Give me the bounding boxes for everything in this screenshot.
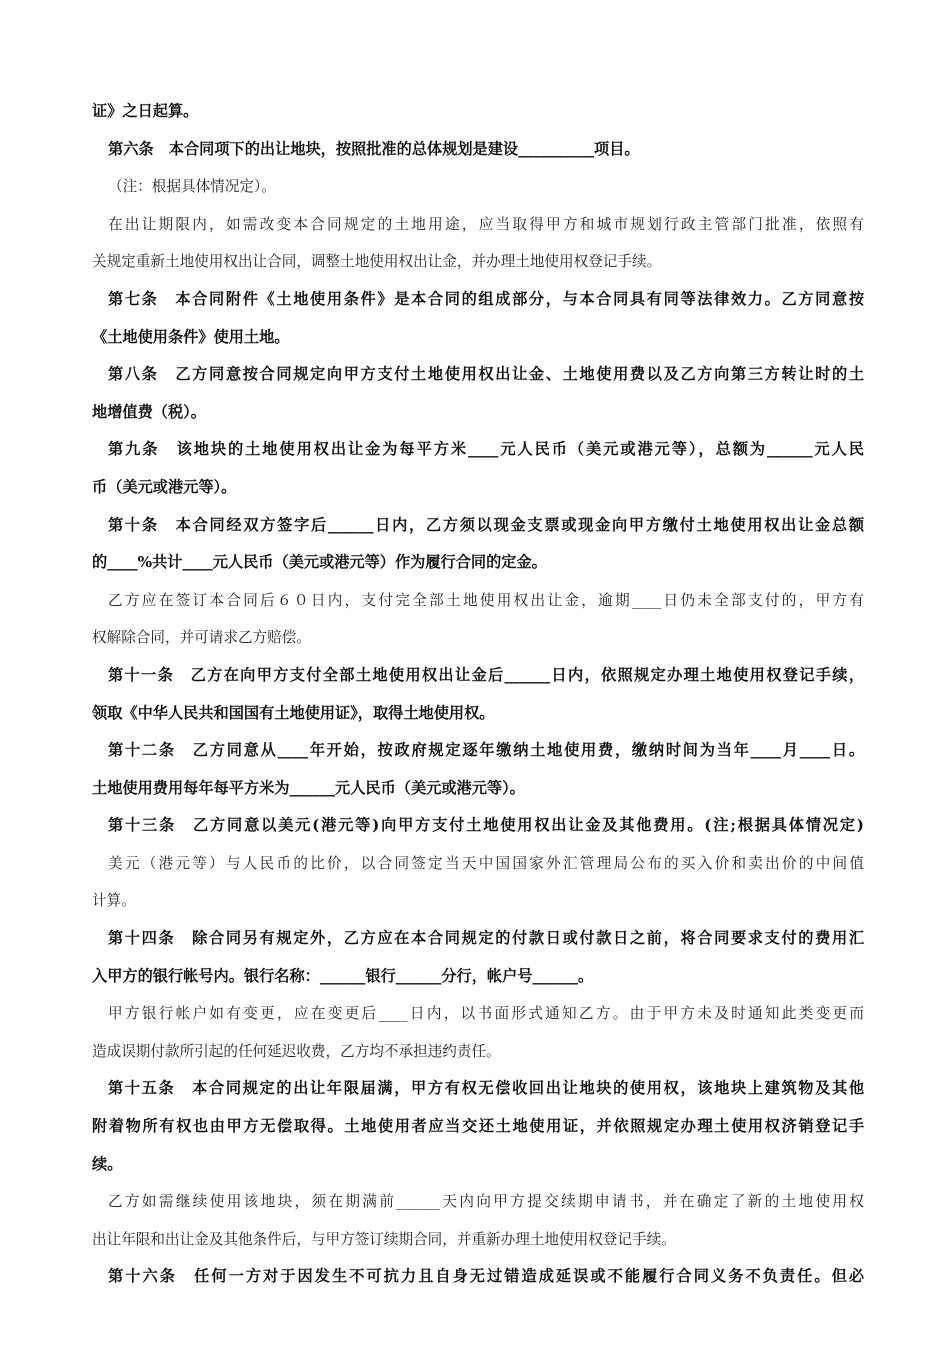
- clause-line: 第十二条 乙方同意从____年开始，按政府规定逐年缴纳土地使用费，缴纳时间为当年____月____日。: [108, 741, 864, 760]
- note-line: （注：根据具体情况定）。: [108, 178, 276, 196]
- clause-line: 币（美元或港元等）。: [92, 477, 237, 496]
- note-line: 计算。: [92, 892, 136, 910]
- clause-line: 《土地使用条件》使用土地。: [92, 327, 290, 346]
- clause-line: 第九条 该地块的土地使用权出让金为每平方米____元人民币（美元或港元等），总额为______元人民: [108, 440, 864, 459]
- clause-line: 第六条 本合同项下的出让地块，按照批准的总体规划是建设__________项目。: [108, 139, 640, 158]
- clause-line: 第十四条 除合同另有规定外，乙方应在本合同规定的付款日或付款日之前，将合同要求支付的费用汇: [108, 929, 864, 948]
- clause-line: 证》之日起算。: [92, 102, 199, 120]
- note-line: 出让年限和出让金及其他条件后，与甲方签订续期合同，并重新办理土地使用权登记手续。: [92, 1230, 676, 1248]
- note-line: 关规定重新土地使用权出让合同，调整土地使用权出让金，并办理土地使用权登记手续。: [92, 253, 662, 271]
- note-line: 造成误期付款所引起的任何延迟收费，乙方均不承担违约责任。: [92, 1042, 501, 1060]
- clause-line: 第十六条 任何一方对于因发生不可抗力且自身无过错造成延误或不能履行合同义务不负责任。但必: [108, 1267, 864, 1286]
- note-line: 权解除合同，并可请求乙方赔偿。: [92, 629, 311, 647]
- note-line: 乙方如需继续使用该地块，须在期满前______天内向甲方提交续期申请书，并在确定了新的土地使用权: [108, 1193, 864, 1211]
- note-line: 甲方银行帐户如有变更，应在变更后____日内，以书面形式通知乙方。由于甲方未及时通知此类变更而: [108, 1005, 864, 1023]
- clause-line: 第十一条 乙方在向甲方支付全部土地使用权出让金后______日内，依照规定办理土地使用权登记手续，: [108, 665, 864, 684]
- clause-line: 附着物所有权也由甲方无偿取得。土地使用者应当交还土地使用证，并依照规定办理土使用权济销登记手: [92, 1117, 864, 1136]
- clause-line: 第十三条 乙方同意以美元(港元等)向甲方支付土地使用权出让金及其他费用。(注;根据具体情况定): [108, 816, 864, 835]
- clause-line: 地增值费（税）。: [92, 402, 206, 421]
- clause-line: 土地使用费用每年每平方米为______元人民币（美元或港元等）。: [92, 778, 525, 797]
- clause-line: 第十条 本合同经双方签字后______日内，乙方须以现金支票或现金向甲方缴付土地使用权出让金总额: [108, 515, 864, 534]
- note-line: 在出让期限内，如需改变本合同规定的土地用途，应当取得甲方和城市规划行政主管部门批准，依照有: [108, 215, 864, 233]
- note-line: 乙方应在签订本合同后６０日内，支付完全部土地使用权出让金，逾期____日仍未全部支付的，甲方有: [108, 591, 864, 609]
- clause-line: 第十五条 本合同规定的出让年限届满，甲方有权无偿收回出让地块的使用权，该地块上建筑物及其他: [108, 1079, 864, 1098]
- clause-line: 的____%共计____元人民币（美元或港元等）作为履行合同的定金。: [92, 553, 547, 572]
- clause-line: 第七条 本合同附件《土地使用条件》是本合同的组成部分，与本合同具有同等法律效力。乙方同意按: [108, 289, 864, 308]
- clause-line: 续。: [92, 1154, 123, 1173]
- clause-line: 领取《中华人民共和国国有土地使用证》，取得土地使用权。: [92, 703, 495, 722]
- clause-line: 入甲方的银行帐号内。银行名称：______银行______分行，帐户号______。: [92, 966, 594, 985]
- note-line: 美元（港元等）与人民币的比价，以合同签定当天中国国家外汇管理局公布的买入价和卖出价的中间值: [108, 854, 864, 872]
- clause-line: 第八条 乙方同意按合同规定向甲方支付土地使用权出让金、土地使用费以及乙方向第三方转让时的土: [108, 365, 864, 384]
- contract-page: [92, 93, 864, 1296]
